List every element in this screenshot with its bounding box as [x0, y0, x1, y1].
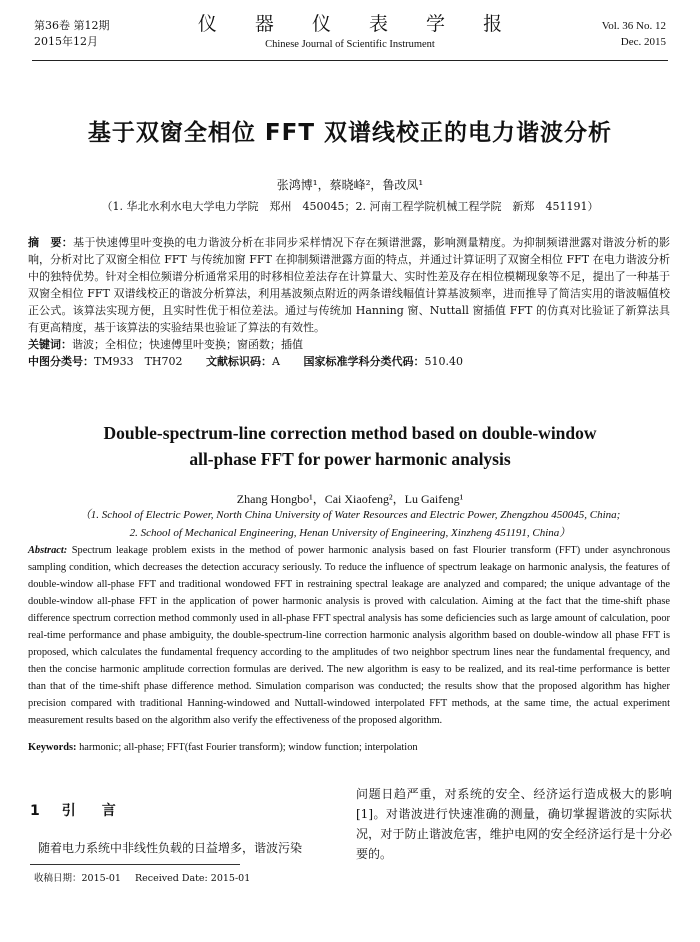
clc-label: 中图分类号： [28, 355, 94, 368]
paper-title-en-line2: all-phase FFT for power harmonic analysis [189, 449, 511, 469]
section-title: 引言 [61, 803, 142, 819]
keywords-en-label: Keywords: [28, 742, 77, 753]
keywords-cn-label: 关键词： [28, 338, 72, 351]
paper-title-cn: 基于双窗全相位 FFT 双谱线校正的电力谐波分析 [87, 120, 613, 146]
paper-title-en-line1: Double-spectrum-line correction method based on double-window [103, 423, 597, 443]
keywords-en-text: harmonic; all-phase; FFT(fast Fourier transform); window function; interpolation [79, 742, 418, 753]
authors-cn: 张鸿博¹，蔡晓峰²，鲁改凤¹ [276, 178, 424, 192]
affiliation-en-line2: 2. School of Mechanical Engineering, Henan University of Engineering, Xinzheng 451191, China） [129, 527, 571, 539]
abstract-cn [28, 234, 670, 336]
abstract-en [28, 542, 670, 729]
doc-code-value: A [272, 355, 280, 368]
date-en: Dec. 2015 [620, 36, 666, 48]
std-code-label: 国家标准学科分类代码： [303, 355, 425, 368]
footnote-rule [30, 864, 240, 865]
clc-value: TM933 TH702 [94, 355, 183, 368]
abstract-cn-text: 基于快速傅里叶变换的电力谐波分析在非同步采样情况下存在频谱泄露，影响测量精度。为抑制频谱泄露对谐波分析的影响，分析对比了双窗全相位 FFT 与传统加窗 FFT 在抑制频谱泄露方面的特点，并通过计算证明了双窗全相位 FFT 在电力谐波分析中的独特优势。针对全相位频谱分析通常采用的时移相位差法存在计算量大、实时性差及存在相位模糊现象等不足，提出了一种基于双窗全相位 FFT 双谱线校正的谐波分析算法，利用基波频点附近的两条谱线幅值计算基波频率，进而推导了简洁实用的谐波幅值校正公式。该算法实现方便，且实时性优于相位差法。通过与传统加 Hanning 窗、Nuttall 窗插值 FFT 的仿真对比验证了新算法具有更高精度，基于该算法的实验结果也验证了算法的有效性。 [28, 236, 671, 334]
authors-en: Zhang Hongbo¹，Cai Xiaofeng²，Lu Gaifeng¹ [236, 492, 464, 506]
keywords-cn [28, 336, 670, 353]
abstract-cn-label: 摘 要： [28, 236, 74, 249]
affiliation-cn: （1. 华北水利水电大学电力学院 郑州 450045；2. 河南工程学院机械工程学院 新郑 451191） [101, 200, 599, 213]
affiliation-en-line1: （1. School of Electric Power, North China University of Water Resources and Electric Power, Zhengzhou 450045, China; [79, 509, 621, 521]
body-left-column: 随着电力系统中非线性负载的日益增多，谐波污染 [38, 841, 303, 855]
journal-header [0, 12, 700, 52]
doc-code-label: 文献标识码： [206, 355, 273, 368]
body-right-column: 问题日趋严重，对系统的安全、经济运行造成极大的影响[1]。对谐波进行快速准确的测量，确切掌握谐波的实际状况，对于防止谐波危害，维护电网的安全经济运行是十分必要的。 [356, 787, 672, 861]
section-number: 1 [30, 803, 40, 819]
volume-cn: 第36卷 第12期 [34, 19, 110, 32]
keywords-cn-text: 谐波；全相位；快速傅里叶变换；窗函数；插值 [72, 338, 303, 351]
journal-title-en: Chinese Journal of Scientific Instrument [265, 39, 435, 50]
std-code-value: 510.40 [424, 355, 463, 368]
footnote [34, 870, 264, 884]
header-rule [32, 60, 668, 61]
section-heading [30, 800, 142, 820]
journal-title-cn: 仪 器 仪 表 学 报 [197, 13, 519, 35]
affiliation-en [0, 506, 700, 542]
paper-title-en [0, 420, 700, 472]
classification-cn [28, 353, 670, 370]
date-cn: 2015年12月 [34, 35, 98, 48]
volume-en: Vol. 36 No. 12 [601, 20, 666, 32]
received-date-en: Received Date: 2015-01 [134, 873, 251, 884]
abstract-en-text: Spectrum leakage problem exists in the method of power harmonic analysis based on fast Flourier transform (FFT) under asynchronous sampling condition, which decreases the detection accuracy seriously. To reduce the influence of spectrum leakage on harmonic analysis, the features of double-window all-phase FFT and traditional wondowed FFT in restraining spectral leakage are analyzed and compared; the unique advantage of the double-window all-phase FFT in the application of power harmonic analysis is proved with calculation. Aiming at the fact that the time-shift phase difference spectrum correction method commonly used in all-phase FFT spectral analysis has some deficiencies such as large amount of calculation, poor real-time performance and phase ambiguity, the double-spectrum-line correction harmonic analysis algorithm based on double-window all phase FFT is proposed, which calculates the fundamental frequency according to the amplitudes of two neighbor spectrum lines near the fundamental frequency, and then the concise harmonic amplitude correction formulas are derived. The new algorithm is easy to be realized, and its real-time performance is better than that of the time-shift phase difference method. Simulation comparison was conducted; the results show that the proposed algorithm has higher precision compared with traditional Hanning-windowed and Nuttall-windowed interpolated FFT methods, at the same time, the actual experiment measurement results based on the algorithm also verify the effectiveness of the proposed algorithm. [28, 545, 670, 726]
keywords-en [28, 742, 670, 753]
received-date-cn: 收稿日期：2015-01 [34, 873, 121, 884]
header-volume-info-en [602, 18, 666, 50]
abstract-en-label: Abstract: [28, 545, 68, 556]
